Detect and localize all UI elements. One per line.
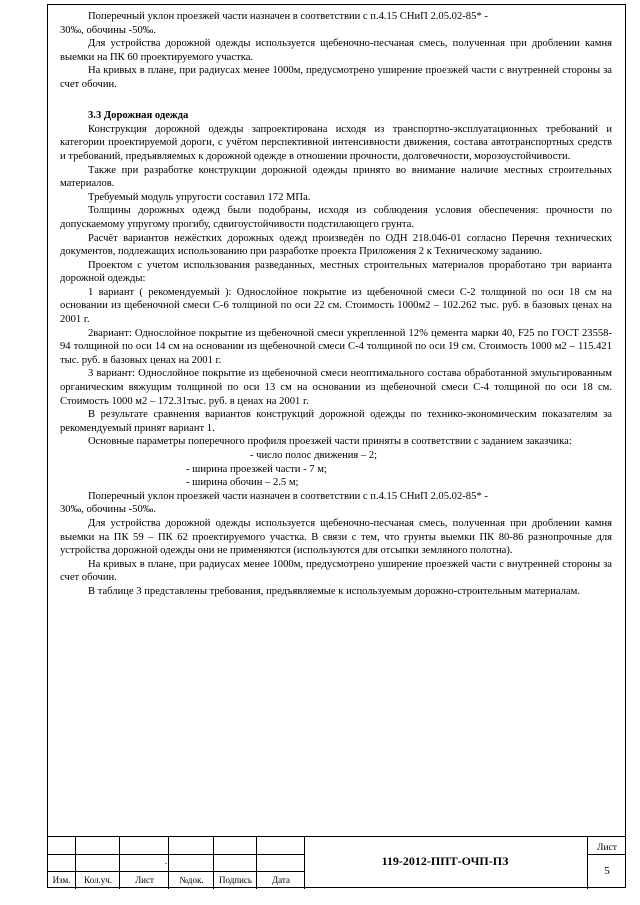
- paragraph: 1 вариант ( рекомендуемый ): Однослойное покрытие из щебеночной смеси С-2 толщиной по оси 18 см на основании из щебеночной смеси С-6 толщиной по оси 22 см. Стоимость 1000м2 – 102.262 тыс. руб. в базовых ценах на 2001 г.: [60, 286, 612, 326]
- section-heading: 3.3 Дорожная одежда: [88, 110, 189, 122]
- sheet-label: Лист: [597, 843, 617, 853]
- paragraph: В таблице 3 представлены требования, предъявляемые к используемым дорожно-строительным материалам.: [88, 585, 581, 597]
- list-item: - ширина проезжей части - 7 м;: [186, 463, 327, 475]
- stamp-mark: .: [164, 856, 168, 866]
- paragraph: На кривых в плане, при радиусах менее 1000м, предусмотрено уширение проезжей части с внутренней стороны за счет обочин.: [60, 558, 612, 584]
- title-block: [47, 836, 626, 888]
- paragraph: Для устройства дорожной одежды используется щебеночно-песчаная смесь, полученная при дроблении камня выемки на ПК 59 – ПК 62 проектируемого участка. В связи с тем, что грунты выемки ПК 80-86 разнопрочные для устройства дорожной одежды они не применяются (используются для отсыпки земляного полотна).: [60, 517, 612, 557]
- stamp-col-qty: Кол.уч.: [84, 875, 112, 885]
- paragraph: 2вариант: Однослойное покрытие из щебеночной смеси укрепленной 12% цемента марки 40, F25 по ГОСТ 23558-94 толщиной по оси 14 см на основании из щебеночной смеси С-4 толщиной по оси 19 см. Стоимость 1000 м2 – 115.421 тыс. руб. в базовых ценах на 2001 г.: [60, 327, 612, 366]
- paragraph: 30‰, обочины -50‰.: [60, 504, 156, 516]
- document-code: 119-2012-ППТ-ОЧП-ПЗ: [381, 854, 509, 868]
- paragraph: Для устройства дорожной одежды используется щебеночно-песчаная смесь, полученная при дроблении камня выемки на ПК 60 проектируемого участка.: [60, 38, 612, 63]
- paragraph: Поперечный уклон проезжей части назначен в соответствии с п.4.15 СНиП 2.05.02-85* -: [88, 11, 488, 22]
- stamp-col-signature: Подпись: [218, 875, 253, 885]
- paragraph: Основные параметры поперечного профиля проезжей части приняты в соответствии с заданием заказчика:: [88, 436, 572, 448]
- paragraph: Толщины дорожных одежд были подобраны, исходя из соблюдения условия обеспечения: прочности по допускаемому упругому прогибу, сдвигоустойчивости подстилающего грунта.: [60, 205, 612, 230]
- list-item: - ширина обочин – 2.5 м;: [186, 477, 299, 489]
- paragraph: В результате сравнения вариантов конструкций дорожной одежды по технико-экономическим показателям за рекомендуемый принят вариант 1.: [60, 409, 612, 434]
- paragraph: Расчёт вариантов нежёстких дорожных одежд произведён по ОДН 218.046-01 согласно Перечня технических документов, подлежащих использованию при разработке проекта Приложения 2 к Техническому заданию.: [60, 232, 612, 258]
- stamp-col-date: Дата: [272, 875, 290, 885]
- paragraph: Также при разработке конструкции дорожной одежды принято во внимание наличие местных строительных материалов.: [60, 164, 612, 190]
- paragraph: На кривых в плане, при радиусах менее 1000м, предусмотрено уширение проезжей части с внутренней стороны за счет обочин.: [60, 65, 612, 90]
- paragraph: Проектом с учетом использования разведанных, местных строительных материалов проработано три варианта дорожной одежды:: [60, 259, 612, 285]
- stamp-col-sheet: Лист: [135, 875, 154, 885]
- paragraph: 30‰, обочины -50‰.: [60, 24, 156, 36]
- stamp-col-docnum: №док.: [179, 875, 204, 885]
- list-item: - число полос движения – 2;: [250, 450, 378, 461]
- paragraph: Конструкция дорожной одежды запроектирована исходя из транспортно-эксплуатационных требований и категории проектируемой дороги, с учётом перспективной интенсивности движения, состава автотранспортных средств и требований, предъявляемых к дорожной одежде в отношении прочности, долговечности, морозоустойчивости.: [60, 123, 612, 162]
- paragraph: 3 вариант: Однослойное покрытие из щебеночной смеси неоптимального состава обработанной эмульгированным органическим вяжущим толщиной по оси 13 см на основании из щебеночной смеси С-4 толщиной по оси 18 см. Стоимость 1000 м2 – 172.31тыс. руб. в ценах на 2001 г.: [60, 368, 612, 407]
- paragraph: Поперечный уклон проезжей части назначен в соответствии с п.4.15 СНиП 2.05.02-85* -: [88, 490, 488, 502]
- sheet-number: 5: [604, 865, 610, 877]
- document-body: [60, 10, 612, 599]
- stamp-col-change: Изм.: [52, 875, 71, 885]
- paragraph: Требуемый модуль упругости составил 172 МПа.: [88, 191, 311, 203]
